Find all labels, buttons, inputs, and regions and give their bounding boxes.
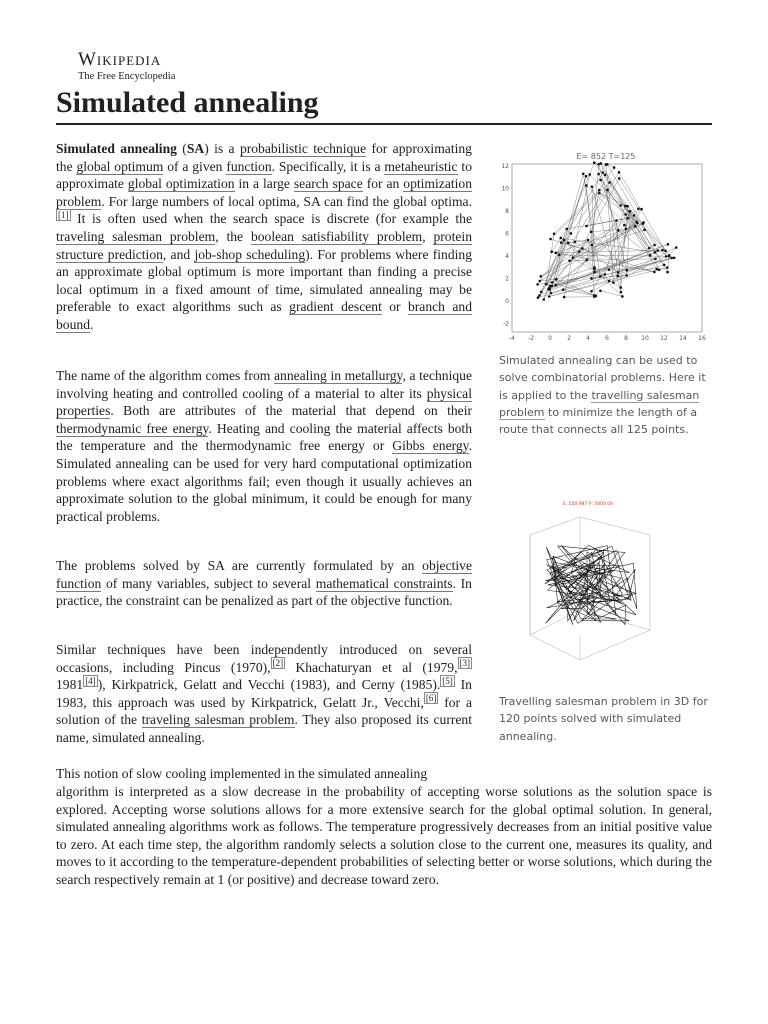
city-point <box>666 266 669 269</box>
ref-3[interactable]: [3] <box>459 658 470 669</box>
city-point <box>568 259 571 262</box>
link-job-shop[interactable]: job-shop scheduling <box>194 246 306 262</box>
city-point <box>670 257 673 260</box>
city-point <box>648 247 651 250</box>
y-tick-label: 6 <box>505 230 509 238</box>
city-point <box>548 288 551 291</box>
city-point <box>590 277 593 280</box>
paragraph-slow-cooling-first-line: This notion of slow cooling implemented in the simulated annealing <box>56 766 428 781</box>
city-point <box>629 210 632 213</box>
city-point <box>585 175 588 178</box>
city-point <box>664 250 667 253</box>
link-mathematical-constraints[interactable]: mathematical constraints <box>315 575 453 591</box>
city-point <box>604 174 607 177</box>
city-point <box>585 225 588 228</box>
city-point <box>540 291 543 294</box>
city-point <box>633 214 636 217</box>
paragraph-intro: Simulated annealing (SA) is a probabilistic technique for approximating the global optimum of a given function. Specifically, it is a metaheuristic to approximate global optimization in a large search space for an optimization problem. For large numbers of local optima, SA can find the global optima.[1] It is often used when the search space is discrete (for example the traveling salesman problem, the boolean satisfiability problem, protein structure prediction, and job-shop scheduling). For problems where finding an approximate global optimum is more important than finding a precise local optimum in a fixed amount of time, simulated annealing may be preferable to exact algorithms such as gradient descent or branch and bound. <box>56 141 472 332</box>
city-point <box>567 242 570 245</box>
city-point <box>656 249 659 252</box>
x-tick-label: 12 <box>660 335 668 342</box>
city-point <box>538 294 541 297</box>
city-point <box>673 256 676 259</box>
city-point <box>634 225 637 228</box>
y-tick-label: 12 <box>501 163 509 170</box>
city-point <box>612 281 615 284</box>
page-title: Simulated annealing <box>56 84 712 125</box>
link-boolean-sat[interactable]: boolean satisfiability problem <box>250 228 423 244</box>
city-point <box>623 224 626 227</box>
city-point <box>590 290 593 293</box>
city-point <box>641 222 644 225</box>
city-point <box>590 231 593 234</box>
city-point <box>551 285 554 288</box>
city-point <box>599 275 602 278</box>
city-point <box>562 288 565 291</box>
x-tick-label: 14 <box>679 335 687 342</box>
city-point <box>595 295 598 298</box>
link-optimization-problem[interactable]: optimization problem <box>56 176 472 209</box>
link-probabilistic-technique[interactable]: probabilistic technique <box>239 141 367 156</box>
figure1-caption: Simulated annealing can be used to solve combinatorial problems. Here it is applied to the travelling salesman problem to minimize the length of a route that connects all 125 points. <box>499 354 706 437</box>
y-tick-label: 0 <box>505 298 509 305</box>
city-point <box>663 264 666 267</box>
city-point <box>617 229 620 232</box>
city-point <box>593 271 596 274</box>
city-point <box>536 283 539 286</box>
city-point <box>599 289 602 292</box>
city-point <box>537 296 540 299</box>
city-point <box>591 244 594 247</box>
link-objective-function[interactable]: objective function <box>56 558 472 591</box>
y-tick-label: 4 <box>505 253 509 260</box>
x-tick-label: 8 <box>624 335 628 342</box>
x-tick-label: -4 <box>509 335 515 342</box>
city-point <box>627 217 630 220</box>
city-point <box>653 271 656 274</box>
city-point <box>624 205 627 208</box>
city-point <box>598 192 601 195</box>
city-point <box>654 251 657 254</box>
city-point <box>621 295 624 298</box>
y-tick-label: 10 <box>501 185 509 193</box>
logo-wordmark: Wikipedia <box>78 49 162 70</box>
x-tick-label: -2 <box>528 335 534 342</box>
paragraph-name-origin: The name of the algorithm comes from annealing in metallurgy, a technique involving heating and controlled cooling of a material to alter its physical properties. Both are attributes of the material that depend on their thermodynamic free energy. Heating and cooling the material affects both the temperature and the thermodynamic free energy or Gibbs energy. Simulated annealing can be used for very hard computational optimization problems where exact algorithms fail; even though it usually achieves an approximate solution to the global minimum, it could be enough for many practical problems. <box>56 368 473 524</box>
logo-tagline: The Free Encyclopedia <box>78 71 176 82</box>
x-tick-label: 10 <box>641 335 649 342</box>
city-point <box>543 298 546 301</box>
city-point <box>613 166 616 169</box>
city-point <box>588 173 591 176</box>
city-point <box>608 280 611 283</box>
city-point <box>636 222 639 225</box>
x-tick-label: 4 <box>586 335 590 342</box>
city-point <box>591 185 594 188</box>
link-search-space[interactable]: search space <box>293 176 363 192</box>
city-point <box>582 172 585 175</box>
link-traveling-salesman[interactable]: traveling salesman problem <box>56 228 216 244</box>
city-point <box>643 229 646 232</box>
city-point <box>675 246 678 249</box>
city-point <box>656 268 659 271</box>
tsp-2d-plot <box>496 148 708 344</box>
city-point <box>585 259 588 262</box>
ref-1[interactable]: [1] <box>58 209 69 220</box>
link-metaheuristic[interactable]: metaheuristic <box>384 158 458 174</box>
city-point <box>640 208 643 211</box>
city-point <box>624 213 627 216</box>
city-point <box>553 232 556 235</box>
link-annealing-metallurgy[interactable]: annealing in metallurgy <box>273 368 403 383</box>
city-point <box>605 163 608 166</box>
city-point <box>545 283 548 286</box>
city-point <box>539 275 542 278</box>
city-point <box>602 171 605 174</box>
ref-6[interactable]: [6] <box>425 693 437 704</box>
x-tick-label: 6 <box>605 335 609 342</box>
link-traveling-salesman-2[interactable]: traveling salesman problem <box>141 712 295 728</box>
city-point <box>617 275 620 278</box>
city-point <box>597 163 600 166</box>
link-gibbs-energy[interactable]: Gibbs energy <box>392 438 469 454</box>
city-point <box>619 286 622 289</box>
city-point <box>618 177 621 180</box>
city-point <box>559 237 562 240</box>
x-tick-label: 2 <box>567 335 571 342</box>
city-point <box>626 269 629 272</box>
city-point <box>604 273 607 276</box>
city-point <box>581 247 584 250</box>
city-point <box>550 250 553 253</box>
city-point <box>560 241 563 244</box>
city-point <box>550 292 553 295</box>
city-point <box>626 205 629 208</box>
link-protein-structure[interactable]: protein structure prediction <box>56 228 472 262</box>
city-point <box>668 255 671 258</box>
city-point <box>608 268 611 271</box>
city-point <box>598 189 601 192</box>
city-point <box>620 291 623 294</box>
city-point <box>563 296 566 299</box>
link-thermodynamic-free-energy[interactable]: thermodynamic free energy <box>56 420 209 436</box>
city-point <box>555 278 558 281</box>
city-point <box>548 295 551 298</box>
y-tick-label: 2 <box>505 275 509 283</box>
city-point <box>587 239 590 242</box>
city-point <box>599 179 602 182</box>
city-point <box>570 232 573 235</box>
city-point <box>558 254 561 257</box>
x-tick-label: 0 <box>548 335 552 342</box>
plot3d-title: E: 550.987 P: 5000.00 <box>562 502 614 507</box>
city-point <box>615 219 618 222</box>
link-gradient-descent[interactable]: gradient descent <box>289 299 382 315</box>
link-function[interactable]: function <box>226 158 272 174</box>
link-branch-and-bound[interactable]: branch and bound <box>56 299 472 332</box>
y-tick-label: -2 <box>503 320 509 328</box>
city-point <box>554 252 557 255</box>
city-point <box>667 243 670 246</box>
link-global-optimization[interactable]: global optimization <box>127 176 235 192</box>
city-point <box>665 255 668 258</box>
link-global-optimum[interactable]: global optimum <box>76 158 164 174</box>
city-point <box>608 181 611 184</box>
paragraph-history: Similar techniques have been independently introduced on several occasions, including Pincus (1970), [2] Khachaturyan et al (1979, [3] 1981 [4] ), Kirkpatrick, Gelatt and Vecchi (1983), and Cerny (1985). [5] In 1983, this approach was used by Kirkpatrick, Gelatt Jr., Vecchi, [6] for a solution of the traveling salesman problem. They also proposed its current name, simulated annealing. <box>56 642 472 745</box>
paragraph-slow-cooling: algorithm is interpreted as a slow decrease in the probability of accepting worse solutions as the solution space is explored. Accepting worse solutions allows for a more extensive search for the global optimal solution. In general, simulated annealing algorithms work as follows. The temperature progressively decreases from an initial positive value to zero. At each time step, the algorithm randomly selects a solution close to the current one, measures its quality, and moves to it according to the temperature-dependent probabilities of selecting better or worse solutions, which during the search respectively remain at 1 (or positive) and decrease toward zero. <box>56 784 712 887</box>
figure2-caption: Travelling salesman problem in 3D for 120 points solved with simulated annealing. <box>499 695 708 743</box>
plot3d-box <box>530 517 650 660</box>
city-point <box>649 254 652 257</box>
city-point <box>571 256 574 259</box>
city-point <box>554 284 557 287</box>
city-point <box>565 228 568 231</box>
city-point <box>597 173 600 176</box>
wikipedia-logo[interactable] <box>78 50 175 83</box>
city-point <box>593 161 596 164</box>
city-point <box>618 171 621 174</box>
city-point <box>585 184 588 187</box>
city-point <box>653 244 656 247</box>
tsp-3d-plot <box>510 495 660 675</box>
city-point <box>625 228 628 231</box>
city-point <box>606 189 609 192</box>
city-point <box>637 207 640 210</box>
city-point <box>593 268 596 271</box>
city-point <box>666 271 669 274</box>
city-point <box>619 204 622 207</box>
bold-term: Simulated annealing <box>56 141 177 156</box>
city-point <box>551 281 554 284</box>
city-point <box>563 239 566 242</box>
ref-4[interactable]: [4] <box>85 675 96 686</box>
city-point <box>578 250 581 253</box>
bold-abbr: SA <box>186 141 205 156</box>
city-point <box>625 274 628 277</box>
y-tick-label: 8 <box>505 208 509 215</box>
city-point <box>574 241 577 244</box>
city-point <box>617 271 620 274</box>
link-physical-properties[interactable]: physical properties <box>56 385 472 419</box>
ref-5[interactable]: [5] <box>442 675 453 686</box>
city-point <box>538 280 541 283</box>
city-point <box>654 257 657 260</box>
x-tick-label: 16 <box>698 335 706 342</box>
caption-link-tsp[interactable]: travelling salesman problem <box>499 388 700 419</box>
paragraph-formulation: The problems solved by SA are currently formulated by an objective function of many variables, subject to several mathematical constraints. In practice, the constraint can be penalized as part of the objective function. <box>56 558 472 609</box>
city-point <box>658 268 661 271</box>
city-point <box>549 238 552 241</box>
city-point <box>661 249 664 252</box>
plot-title: E= 852 T=125 <box>576 152 636 161</box>
ref-2[interactable]: [2] <box>272 658 284 669</box>
